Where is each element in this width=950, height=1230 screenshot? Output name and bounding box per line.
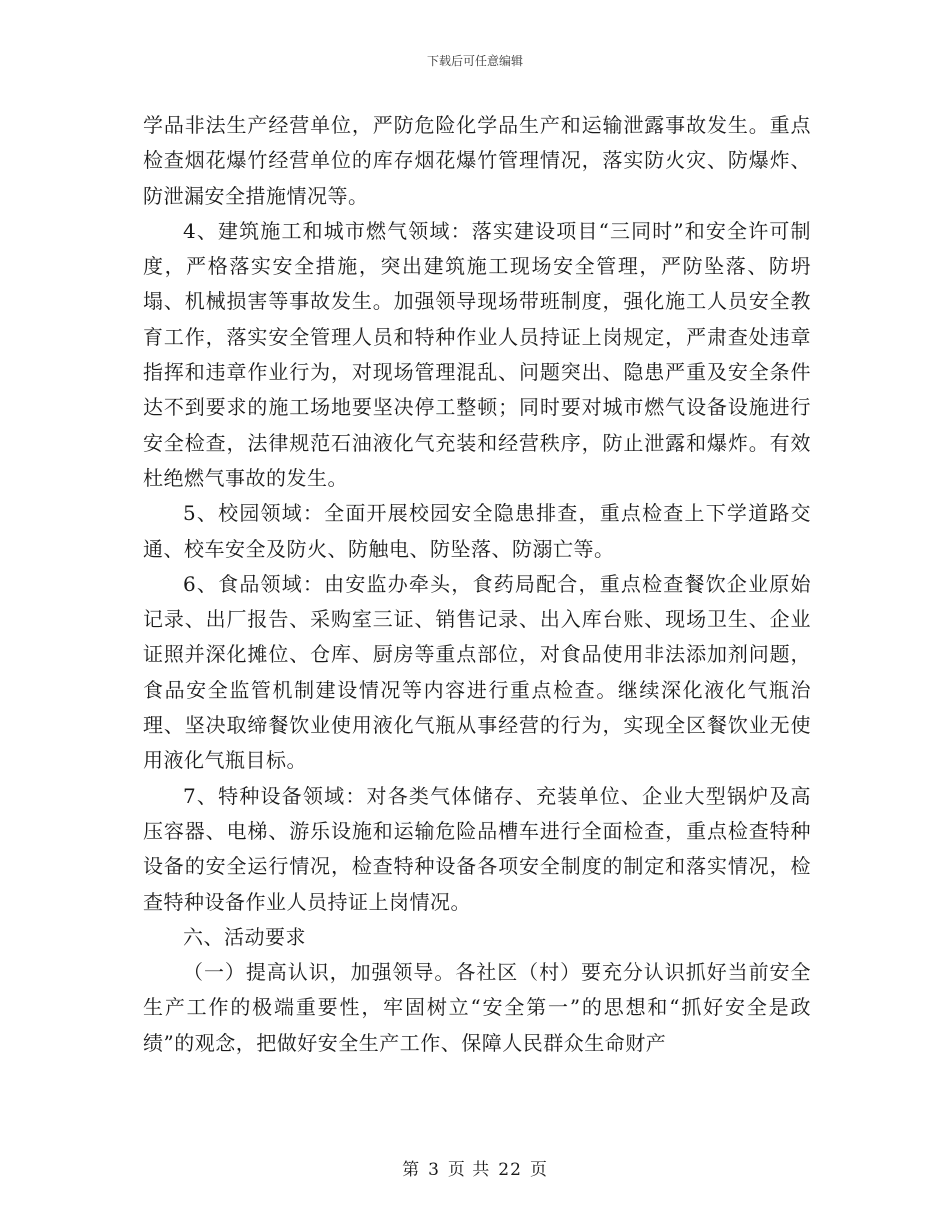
section-heading-activity-requirements: 六、活动要求 — [183, 924, 306, 949]
footer-total-pages: 22 — [498, 1160, 522, 1180]
footer-prefix: 第 — [402, 1160, 421, 1180]
document-body — [143, 108, 811, 1061]
paragraph-construction-gas: 4、建筑施工和城市燃气领域：落实建设项目“三同时”和安全许可制度，严格落实安全措施，突出建筑施工现场安全管理，严防坠落、防坍塌、机械损害等事故发生。加强领导现场带班制度，强化施工人员安全教育工作，落实安全管理人员和特种作业人员持证上岗规定，严肃查处违章指挥和违章作业行为，对现场管理混乱、问题突出、隐患严重及安全条件达不到要求的施工场地要坚决停工整顿；同时要对城市燃气设备设施进行安全检查，法律规范石油液化气充装和经营秩序，防止泄露和爆炸。有效杜绝燃气事故的发生。 — [143, 218, 811, 490]
page-footer — [0, 1155, 950, 1180]
paragraph-campus: 5、校园领域：全面开展校园安全隐患排查，重点检查上下学道路交通、校车安全及防火、防触电、防坠落、防溺亡等。 — [143, 501, 811, 561]
paragraph-raise-awareness: （一）提高认识，加强领导。各社区（村）要充分认识抓好当前安全生产工作的极端重要性，牢固树立“安全第一”的思想和“抓好安全是政绩”的观念，把做好安全生产工作、保障人民群众生命财产 — [143, 960, 811, 1055]
paragraph-special-equipment: 7、特种设备领域：对各类气体储存、充装单位、企业大型锅炉及高压容器、电梯、游乐设施和运输危险品槽车进行全面检查，重点检查特种设备的安全运行情况，检查特种设备各项安全制度的制定和落实情况，检查特种设备作业人员持证上岗情况。 — [143, 783, 811, 914]
footer-middle: 页 共 — [447, 1160, 491, 1180]
page-header-note: 下载后可任意编辑 — [426, 54, 523, 68]
paragraph-hazardous-chemicals: 学品非法生产经营单位，严防危险化学品生产和运输泄露事故发生。重点检查烟花爆竹经营单位的库存烟花爆竹管理情况，落实防火灾、防爆炸、防泄漏安全措施情况等。 — [143, 113, 811, 208]
paragraph-food: 6、食品领域：由安监办牵头，食药局配合，重点检查餐饮企业原始记录、出厂报告、采购室三证、销售记录、出入库台账、现场卫生、企业证照并深化摊位、仓库、厨房等重点部位，对食品使用非法添加剂问题，食品安全监管机制建设情况等内容进行重点检查。继续深化液化气瓶治理、坚决取缔餐饮业使用液化气瓶从事经营的行为，实现全区餐饮业无使用液化气瓶目标。 — [143, 571, 811, 773]
footer-current-page: 3 — [428, 1160, 440, 1180]
footer-suffix: 页 — [529, 1160, 548, 1180]
